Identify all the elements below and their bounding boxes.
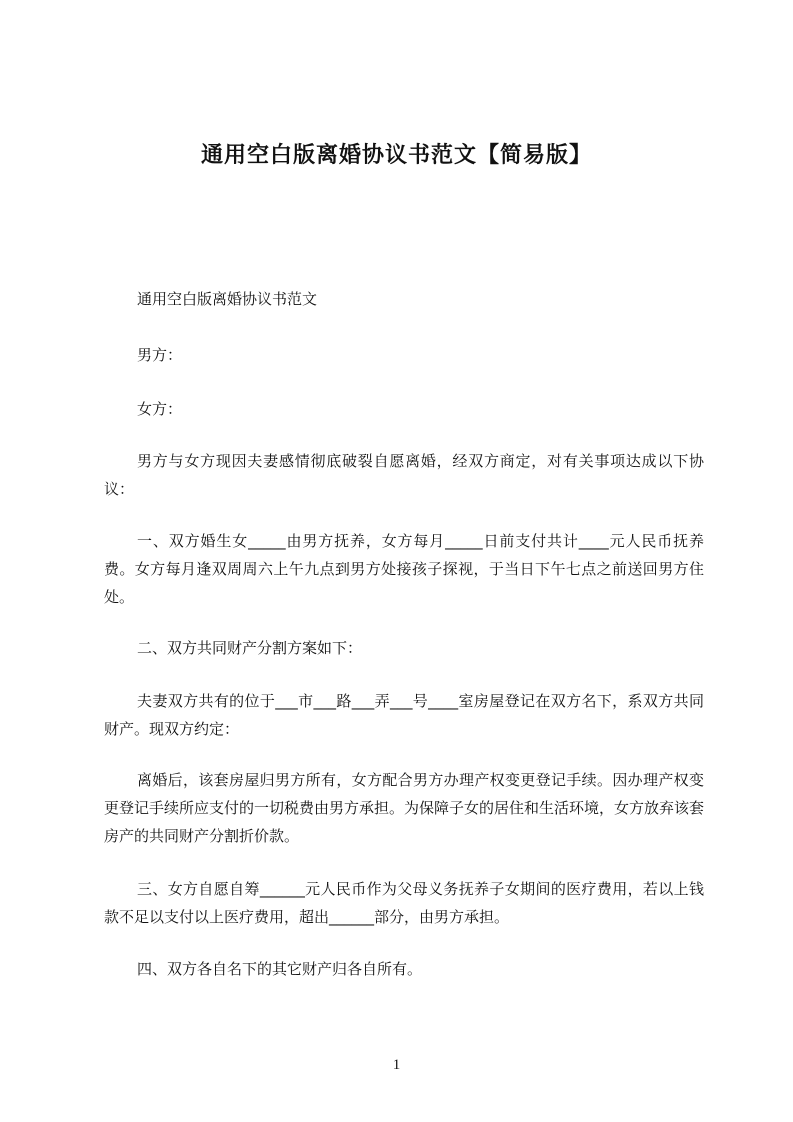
document-title: 通用空白版离婚协议书范文【简易版】 <box>200 143 592 168</box>
intro-paragraph: 男方与女方现因夫妻感情彻底破裂自愿离婚，经双方商定，对有关事项达成以下协议： <box>104 452 704 498</box>
clause-4-paragraph: 四、双方各自名下的其它财产归各自所有。 <box>137 960 423 978</box>
subtitle-paragraph: 通用空白版离婚协议书范文 <box>137 290 318 308</box>
property-agreement-paragraph: 离婚后，该套房屋归男方所有，女方配合男方办理产权变更登记手续。因办理产权变更登记手续所应支付的一切税费由男方承担。为保障子女的居住和生活环境，女方放弃该套房产的共同财产分割折价款。 <box>104 771 705 845</box>
clause-1-paragraph: 一、双方婚生女_____由男方抚养，女方每月_____日前支付共计____元人民币抚养费。女方每月逢双周周六上午九点到男方处接孩子探视，于当日下午七点之前送回男方住处。 <box>104 532 704 606</box>
wife-field: 女方： <box>137 400 183 418</box>
clause-2-heading: 二、双方共同财产分割方案如下： <box>137 639 363 657</box>
husband-field: 男方： <box>137 346 183 364</box>
clause-3-paragraph: 三、女方自愿自筹______元人民币作为父母义务抚养子女期间的医疗费用，若以上钱款不足以支付以上医疗费用，超出______部分，由男方承担。 <box>104 880 704 926</box>
page-number: 1 <box>392 1057 401 1073</box>
property-paragraph: 夫妻双方共有的位于___市___路___弄___号____室房屋登记在双方名下，系双方共同财产。现双方约定： <box>104 692 704 738</box>
